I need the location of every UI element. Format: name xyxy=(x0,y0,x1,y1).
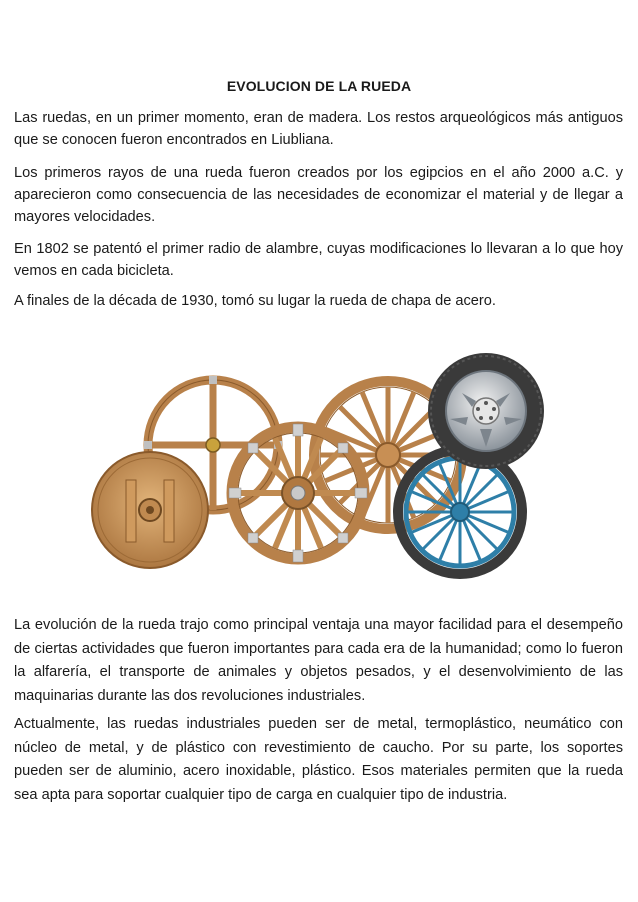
paragraph-2: Los primeros rayos de una rueda fueron creados por los egipcios en el año 2000 a.C. y aparecieron como consecuencia de las necesidades de economizar el material y de llegar a mayores velocidades. xyxy=(14,165,623,225)
wire-spoke-bicycle-wheel-icon xyxy=(398,450,522,574)
document-title: EVOLUCION DE LA RUEDA xyxy=(226,78,412,94)
reinforced-spoke-wheel-icon xyxy=(229,424,367,562)
paragraph-3: En 1802 se patentó el primer radio de alambre, cuyas modificaciones lo llevaran a lo que hoy vemos en cada bicicleta. xyxy=(14,241,623,279)
paragraph-5: La evolución de la rueda trajo como principal ventaja una mayor facilidad para el desempeño de ciertas actividades que fueron importantes para cada era de la humanidad; como lo fueron la alfarería, el transporte de animales y objetos pesados, y el desenvolvimiento de las maquinarias durante las dos revoluciones industriales. xyxy=(14,617,623,704)
paragraph-6: Actualmente, las ruedas industriales pueden ser de metal, termoplástico, neumático con núcleo de metal, y de plástico con revestimiento de caucho. Por su parte, los soportes pueden ser de aluminio, acero inoxidable, plástico. Esos materiales permiten que la rueda sea apta para soportar cualquier tipo de carga en cualquier tipo de industria. xyxy=(14,716,623,803)
wheel-evolution-illustration xyxy=(88,345,550,580)
paragraph-1: Las ruedas, en un primer momento, eran de madera. Los restos arqueológicos más antiguos que se conocen fueron encontrados en Liubliana. xyxy=(14,110,623,148)
paragraph-4: A finales de la década de 1930, tomó su lugar la rueda de chapa de acero. xyxy=(14,293,496,309)
steel-rim-tire-wheel-icon xyxy=(428,353,544,469)
solid-wood-wheel-icon xyxy=(92,452,208,568)
